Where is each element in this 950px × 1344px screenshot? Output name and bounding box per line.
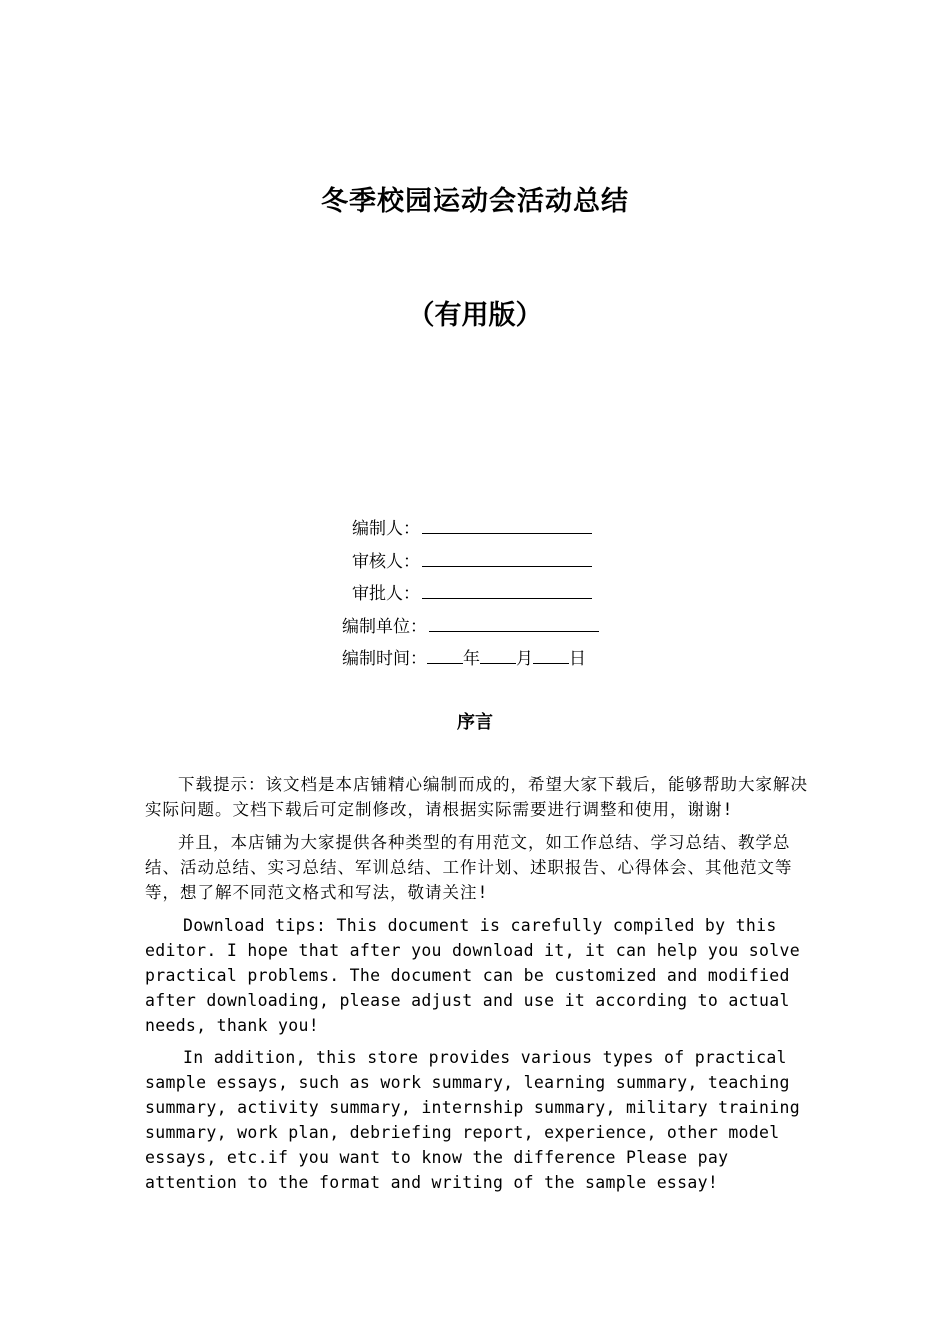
year-blank — [427, 645, 463, 664]
time-row — [342, 644, 586, 674]
month-blank — [480, 645, 516, 664]
document-title: 冬季校园运动会活动总结 — [321, 186, 629, 217]
day-label: 日 — [569, 649, 586, 669]
month-label: 月 — [516, 649, 533, 669]
preface-heading: 序言 — [457, 712, 493, 733]
unit-blank — [429, 613, 599, 632]
preface-paragraph-cn-2: 并且，本店铺为大家提供各种类型的有用范文，如工作总结、学习总结、教学总结、活动总结、实习总结、军训总结、工作计划、述职报告、心得体会、其他范文等等，想了解不同范文格式和写法，敬请关注! — [145, 833, 793, 902]
document-subtitle: （有用版） — [407, 300, 543, 331]
reviewer-label: 审核人： — [352, 552, 420, 572]
approver-blank — [422, 580, 592, 599]
preface-body — [145, 772, 810, 1202]
reviewer-blank — [422, 548, 592, 567]
unit-label: 编制单位： — [342, 617, 427, 637]
approver-row — [352, 579, 592, 609]
unit-row — [342, 612, 599, 642]
preface-paragraph-cn-1: 下载提示：该文档是本店铺精心编制而成的，希望大家下载后，能够帮助大家解决实际问题。文档下载后可定制修改，请根据实际需要进行调整和使用，谢谢! — [145, 775, 808, 819]
preface-paragraph-en-1: Download tips: This document is carefully compiled by this editor. I hope that after you download it, it can help you solve practical problems. The document can be customized and modified after downloading, please adjust and use it according to actual needs, thank you! — [145, 916, 800, 1035]
compiler-row — [352, 514, 592, 544]
preface-paragraph-en-2: In addition, this store provides various types of practical sample essays, such as work summary, learning summary, teaching summary, activity summary, internship summary, military training summary, work plan, debriefing report, experience, other model essays, etc.if you want to know the difference Please pay attention to the format and writing of the sample essay! — [145, 1048, 800, 1192]
time-label: 编制时间： — [342, 649, 427, 669]
year-label: 年 — [463, 649, 480, 669]
compiler-blank — [422, 515, 592, 534]
reviewer-row — [352, 547, 592, 577]
day-blank — [533, 645, 569, 664]
approver-label: 审批人： — [352, 584, 420, 604]
compiler-label: 编制人： — [352, 519, 420, 539]
